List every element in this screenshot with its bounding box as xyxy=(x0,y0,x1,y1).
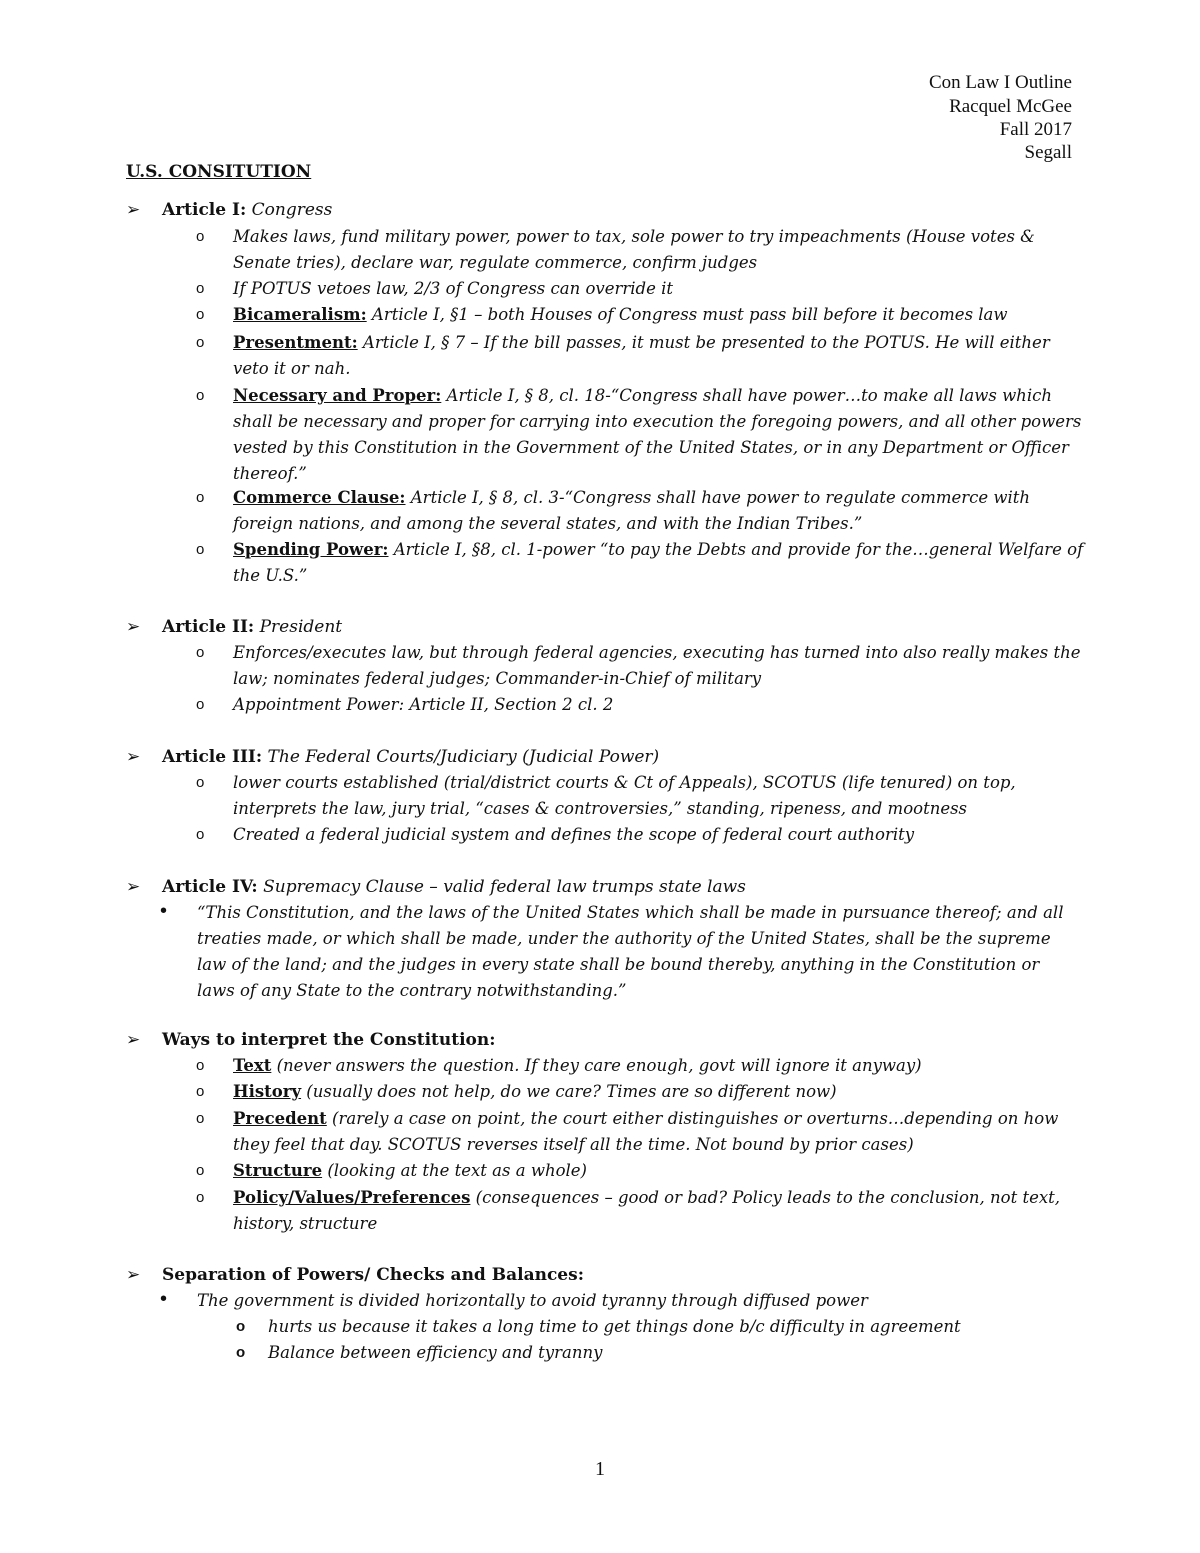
circle-bullet-icon: o xyxy=(196,1110,205,1127)
item-text: (usually does not help, do we care? Times are so different now) xyxy=(301,1082,837,1101)
item-label: Precedent xyxy=(233,1109,327,1128)
separation-subitem xyxy=(236,1340,1096,1366)
item-label: Policy/Values/Preferences xyxy=(233,1188,471,1207)
document-title: U.S. CONSITUTION xyxy=(126,162,312,182)
separation-label: Separation of Powers/ Checks and Balances: xyxy=(162,1265,584,1285)
item-text: Article I, § 7 – If the bill passes, it must be presented to the POTUS. He will either veto it or nah. xyxy=(233,333,1050,378)
arrow-bullet-icon: ➢ xyxy=(126,1265,141,1285)
arrow-bullet-icon: ➢ xyxy=(126,747,141,767)
separation-heading xyxy=(126,1262,584,1288)
article-1-item xyxy=(196,276,1086,302)
quote-text: “This Constitution, and the laws of the United States which shall be made in pursuance thereof; and all treaties made, or which shall be made, under the authority of the United States, shall be the supreme law of the land; and the judges in every state shall be bound thereby, anything in the Constitution or laws of any State to the contrary notwithstanding.” xyxy=(197,903,1064,1000)
item-text: Article I, §8, cl. 1-power “to pay the Debts and provide for the…general Welfare of the U.S.” xyxy=(233,540,1084,585)
article-3-heading xyxy=(126,744,659,770)
arrow-bullet-icon: ➢ xyxy=(126,200,141,220)
article-1-item xyxy=(196,330,1086,382)
item-label: Spending Power: xyxy=(233,540,389,559)
page-number: 1 xyxy=(595,1458,605,1480)
item-label: Bicameralism: xyxy=(233,305,367,324)
circle-bullet-icon: o xyxy=(196,306,205,323)
article-4-label: Article IV: xyxy=(162,877,258,897)
article-2-item xyxy=(196,692,1086,718)
circle-bullet-icon: o xyxy=(196,774,205,791)
interpret-item xyxy=(196,1158,1086,1184)
item-text: Article I, §1 – both Houses of Congress must pass bill before it becomes law xyxy=(366,305,1008,324)
item-text: Makes laws, fund military power, power to tax, sole power to try impeachments (House votes & Senate tries), declare war, regulate commerce, confirm judges xyxy=(233,227,1035,272)
circle-bullet-icon: o xyxy=(196,541,205,558)
circle-bullet-icon: o xyxy=(236,1344,246,1361)
article-1-heading xyxy=(126,197,332,223)
article-3-subject: The Federal Courts/Judiciary (Judicial Power) xyxy=(267,747,660,767)
article-3-item xyxy=(196,822,1086,848)
interpret-item xyxy=(196,1106,1086,1158)
bullet-icon: • xyxy=(160,900,168,922)
article-3-label: Article III: xyxy=(162,747,263,767)
circle-bullet-icon: o xyxy=(196,826,205,843)
circle-bullet-icon: o xyxy=(196,1162,205,1179)
article-2-item xyxy=(196,640,1086,692)
circle-bullet-icon: o xyxy=(196,387,205,404)
item-label: Text xyxy=(233,1056,272,1075)
item-text: (looking at the text as a whole) xyxy=(322,1161,587,1180)
article-1-subject: Congress xyxy=(251,200,333,220)
arrow-bullet-icon: ➢ xyxy=(126,877,141,897)
header-term: Fall 2017 xyxy=(999,119,1072,140)
interpret-item xyxy=(196,1185,1086,1237)
interpret-item xyxy=(196,1079,1086,1105)
subitem-text: Balance between efficiency and tyranny xyxy=(268,1343,603,1362)
circle-bullet-icon: o xyxy=(196,644,205,661)
item-text: Appointment Power: Article II, Section 2 cl. 2 xyxy=(233,695,614,714)
bullet-text: The government is divided horizontally to avoid tyranny through diffused power xyxy=(197,1291,868,1310)
circle-bullet-icon: o xyxy=(196,228,205,245)
article-2-heading xyxy=(126,614,342,640)
article-1-item xyxy=(196,537,1086,589)
item-label: Presentment: xyxy=(233,333,358,352)
item-label: Structure xyxy=(233,1161,323,1180)
article-1-item xyxy=(196,383,1086,487)
circle-bullet-icon: o xyxy=(196,1189,205,1206)
header-author: Racquel McGee xyxy=(949,96,1072,117)
arrow-bullet-icon: ➢ xyxy=(126,1030,141,1050)
circle-bullet-icon: o xyxy=(196,1083,205,1100)
interpret-heading xyxy=(126,1027,496,1053)
circle-bullet-icon: o xyxy=(196,489,205,506)
article-1-label: Article I: xyxy=(162,200,247,220)
arrow-bullet-icon: ➢ xyxy=(126,617,141,637)
article-2-subject: President xyxy=(259,617,343,637)
circle-bullet-icon: o xyxy=(196,280,205,297)
item-text: Article I, § 8, cl. 3-“Congress shall have power to regulate commerce with foreign nations, and among the several states, and with the Indian Tribes.” xyxy=(233,488,1031,533)
item-label: Necessary and Proper: xyxy=(233,386,442,405)
item-text: (never answers the question. If they care enough, govt will ignore it anyway) xyxy=(271,1056,922,1075)
item-text: (rarely a case on point, the court either distinguishes or overturns…depending on how they feel that day. SCOTUS reverses itself all the time. Not bound by prior cases) xyxy=(233,1109,1059,1154)
bullet-icon: • xyxy=(160,1288,168,1310)
interpret-label: Ways to interpret the Constitution: xyxy=(162,1030,496,1050)
item-text: Article I, § 8, cl. 18-“Congress shall have power…to make all laws which shall be necessary and proper for carrying into execution the foregoing powers, and all other powers vested by this Constitution in the Government of the United States, or in any Department or Officer thereof.” xyxy=(233,386,1082,483)
item-label: Commerce Clause: xyxy=(233,488,406,507)
header-course: Con Law I Outline xyxy=(928,72,1072,93)
item-text: If POTUS vetoes law, 2/3 of Congress can override it xyxy=(233,279,674,298)
article-4-quote xyxy=(160,900,1080,1004)
subitem-text: hurts us because it takes a long time to get things done b/c difficulty in agreement xyxy=(268,1317,961,1336)
article-3-item xyxy=(196,770,1086,822)
article-1-item xyxy=(196,485,1086,537)
item-label: History xyxy=(233,1082,302,1101)
circle-bullet-icon: o xyxy=(236,1318,246,1335)
item-text: lower courts established (trial/district courts & Ct of Appeals), SCOTUS (life tenured) on top, interprets the law, jury trial, “cases & controversies,” standing, ripeness, and mootness xyxy=(233,773,1016,818)
article-4-subject: Supremacy Clause – valid federal law trumps state laws xyxy=(263,877,746,897)
article-1-item xyxy=(196,224,1086,276)
article-1-item xyxy=(196,302,1086,328)
interpret-item xyxy=(196,1053,1086,1079)
item-text: (consequences – good or bad? Policy leads to the conclusion, not text, history, structure xyxy=(233,1188,1061,1233)
separation-bullet xyxy=(160,1288,1080,1314)
header-professor: Segall xyxy=(1024,142,1072,163)
circle-bullet-icon: o xyxy=(196,334,205,351)
item-text: Created a federal judicial system and defines the scope of federal court authority xyxy=(233,825,915,844)
circle-bullet-icon: o xyxy=(196,1057,205,1074)
article-2-label: Article II: xyxy=(162,617,255,637)
article-4-heading xyxy=(126,874,746,900)
separation-subitem xyxy=(236,1314,1096,1340)
item-text: Enforces/executes law, but through federal agencies, executing has turned into also really makes the law; nominates federal judges; Commander-in-Chief of military xyxy=(233,643,1081,688)
circle-bullet-icon: o xyxy=(196,696,205,713)
